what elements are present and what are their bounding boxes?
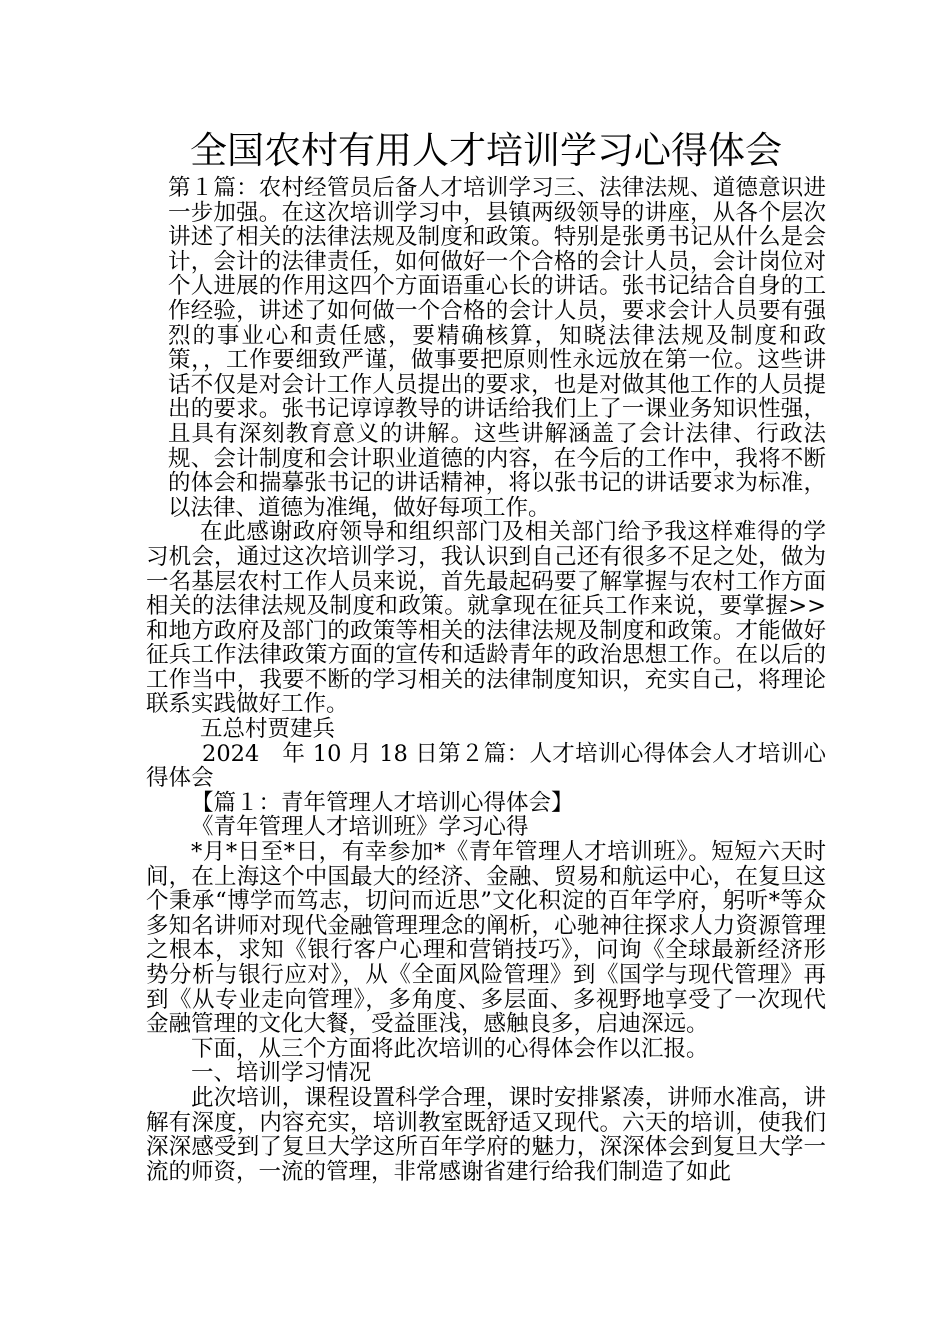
paragraph-3: *月*日至*日，有幸参加*《青年管理人才培训班》。短短六天时间，在上海这个中国最大的经济、金融、贸易和航运中心，在复旦这个秉承“博学而笃志，切问而近思”文化积淀的百年学府，躬听*等众多知名讲师对现代金融管理理念的阐析，心驰神往探求人力资源管理之根本，求知《银行客户心理和营销技巧》，问询《全球最新经济形势分析与银行应对》，从《全面风险管理》到《国学与现代管理》再到《从专业走向管理》，多角度、多层面、多视野地享受了一次现代金融管理的文化大餐，受益匪浅，感触良多，启迪深远。 bbox=[146, 839, 826, 1038]
paragraph-section-heading: 【篇１：青年管理人才培训心得体会】 bbox=[191, 789, 574, 816]
document-page bbox=[146, 126, 826, 1184]
document-title: 全国农村有用人才培训学习心得体会 bbox=[190, 129, 782, 172]
paragraph-date-heading: 2024 年 10 月 18 日第２篇：人才培训心得体会人才培训心得体会 bbox=[146, 740, 826, 792]
paragraph-5: 此次培训，课程设置科学合理，课时安排紧凑，讲师水准高，讲解有深度，内容充实，培训教室既舒适又现代。六天的培训，使我们深深感受到了复旦大学这所百年学府的魅力，深深体会到复旦大学一流的师资，一流的管理，非常感谢省建行给我们制造了如此 bbox=[146, 1084, 826, 1185]
paragraph-4: 下面，从三个方面将此次培训的心得体会作以汇报。 bbox=[191, 1035, 709, 1062]
paragraph-2: 在此感谢政府领导和组织部门及相关部门给予我这样难得的学习机会，通过这次培训学习，我认识到自己还有很多不足之处，做为一名基层农村工作人员来说，首先最起码要了解掌握与农村工作方面相关的法律法规及制度和政策。就拿现在征兵工作来说，要掌握>>和地方政府及部门的政策等相关的法律法规及制度和政策。才能做好征兵工作法律政策方面的宣传和适龄青年的政治思想工作。在以后的工作当中，我要不断的学习相关的法律制度知识，充实自己，将理论联系实践做好工作。 bbox=[146, 519, 826, 718]
paragraph-subtitle: 《青年管理人才培训班》学习心得 bbox=[191, 814, 529, 841]
paragraph-heading-1: 一、培训学习情况 bbox=[191, 1060, 372, 1087]
paragraph-signature: 五总村贾建兵 bbox=[200, 716, 336, 743]
paragraph-1: 第１篇：农村经管员后备人才培训学习三、法律法规、道德意识进一步加强。在这次培训学习中，县镇两级领导的讲座，从各个层次讲述了相关的法律法规及制度和政策。特别是张勇书记从什么是会计，会计的法律责任，如何做好一个合格的会计人员，会计岗位对个人进展的作用这四个方面语重心长的讲话。张书记结合自身的工作经验，讲述了如何做一个合格的会计人员，要求会计人员要有强烈的事业心和责任感，要精确核算，知晓法律法规及制度和政策，，工作要细致严谨，做事要把原则性永远放在第一位。这些讲话不仅是对会计工作人员提出的要求，也是对做其他工作的人员提出的要求。张书记谆谆教导的讲话给我们上了一课业务知识性强，且具有深刻教育意义的讲解。这些讲解涵盖了会计法律、行政法规、会计制度和会计职业道德的内容，在今后的工作中，我将不断的体会和揣摹张书记的讲话精神，将以张书记的讲话要求为标准，以法律、道德为准绳，做好每项工作。 bbox=[168, 175, 826, 521]
